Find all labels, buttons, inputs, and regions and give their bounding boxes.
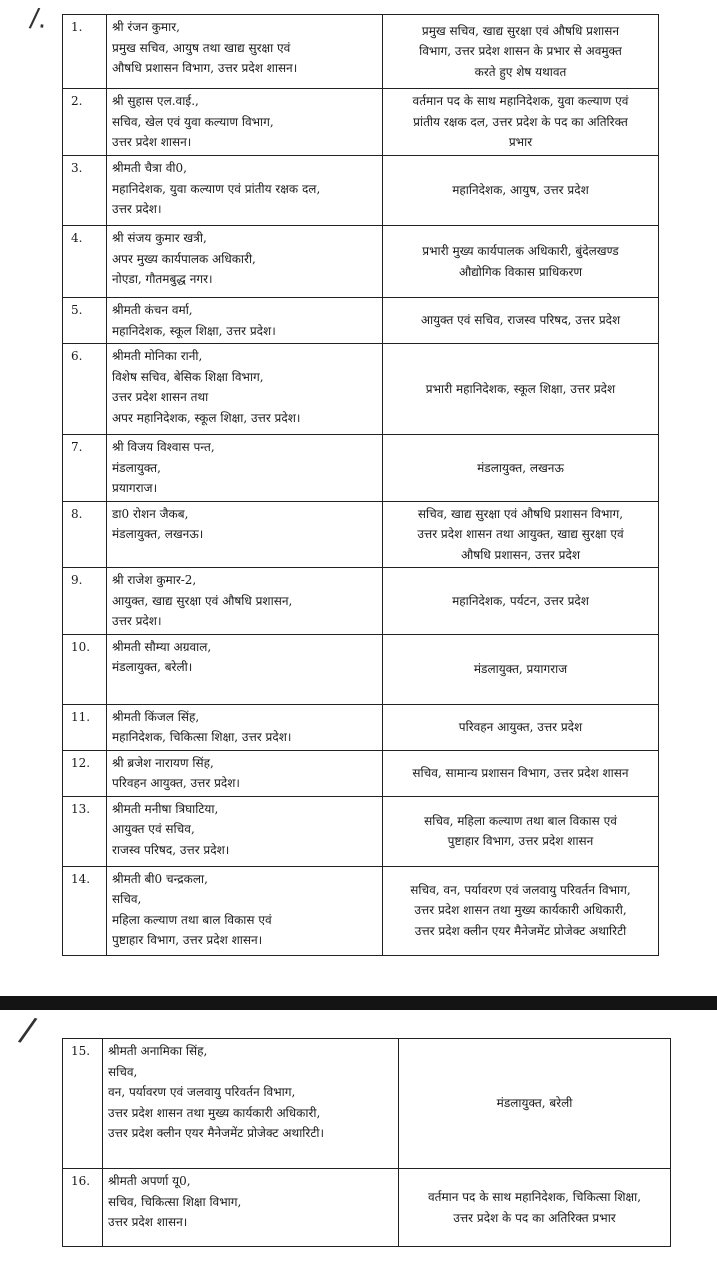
current-post-line: श्रीमती चैत्रा वी0, bbox=[112, 161, 187, 175]
new-post-cell bbox=[383, 435, 659, 502]
serial-number: 15. bbox=[71, 1044, 91, 1058]
transfer-table-page-1 bbox=[62, 14, 659, 956]
new-post-line: सचिव, खाद्य सुरक्षा एवं औषधि प्रशासन विभाग, bbox=[417, 506, 624, 521]
current-post-cell bbox=[107, 298, 383, 344]
current-post-cell bbox=[107, 501, 383, 568]
current-post-line: श्रीमती अपर्णा यू0, bbox=[108, 1174, 191, 1188]
current-post-line: उत्तर प्रदेश शासन। bbox=[112, 135, 192, 149]
table-body bbox=[63, 1039, 671, 1247]
new-post-line: महानिदेशक, आयुष, उत्तर प्रदेश bbox=[452, 183, 589, 198]
current-post-cell bbox=[107, 226, 383, 298]
page-corner-mark: / bbox=[16, 1009, 40, 1051]
current-post-cell bbox=[103, 1169, 399, 1247]
current-post-cell bbox=[107, 344, 383, 435]
new-post-cell bbox=[383, 89, 659, 156]
current-post-line: मंडलायुक्त, लखनऊ। bbox=[112, 527, 204, 541]
table-row bbox=[63, 156, 659, 226]
serial-number-cell bbox=[63, 634, 107, 704]
serial-number: 10. bbox=[71, 639, 91, 654]
current-post-line: श्री विजय विश्वास पन्त, bbox=[112, 440, 215, 454]
current-post-line: उत्तर प्रदेश। bbox=[112, 202, 162, 216]
serial-number-cell bbox=[63, 796, 107, 866]
current-post-line: मंडलायुक्त, बरेली। bbox=[112, 660, 193, 674]
table-row bbox=[63, 1039, 671, 1169]
page-separator bbox=[0, 996, 717, 1010]
current-post-line: उत्तर प्रदेश शासन तथा bbox=[112, 390, 209, 404]
serial-number-cell bbox=[63, 15, 107, 89]
new-post-line: महानिदेशक, पर्यटन, उत्तर प्रदेश bbox=[452, 593, 589, 608]
new-post-line: उत्तर प्रदेश क्लीन एयर मैनेजमेंट प्रोजेक्ट अथारिटी bbox=[414, 923, 627, 938]
new-post-line: मंडलायुक्त, बरेली bbox=[496, 1096, 573, 1111]
new-post-cell bbox=[383, 568, 659, 635]
current-post-line: वन, पर्यावरण एवं जलवायु परिवर्तन विभाग, bbox=[108, 1085, 296, 1099]
new-post-line: उत्तर प्रदेश शासन तथा मुख्य कार्यकारी अधिकारी, bbox=[414, 903, 627, 918]
current-post-line: श्रीमती मोनिका रानी, bbox=[112, 349, 203, 363]
current-post-line: डा0 रोशन जैकब, bbox=[112, 506, 189, 521]
serial-number-cell bbox=[63, 298, 107, 344]
serial-number-cell bbox=[63, 568, 107, 635]
transfer-table-page-2 bbox=[62, 1038, 671, 1247]
current-post-line: अपर महानिदेशक, स्कूल शिक्षा, उत्तर प्रदेश। bbox=[112, 410, 301, 425]
table-row bbox=[63, 1169, 671, 1247]
current-post-line: परिवहन आयुक्त, उत्तर प्रदेश। bbox=[112, 776, 240, 790]
serial-number: 5. bbox=[71, 303, 83, 317]
new-post-cell bbox=[383, 344, 659, 435]
current-post-line: उत्तर प्रदेश शासन तथा मुख्य कार्यकारी अधिकारी, bbox=[108, 1105, 321, 1120]
new-post-line: औद्योगिक विकास प्राधिकरण bbox=[458, 264, 583, 279]
new-post-line: प्रभार bbox=[508, 135, 533, 150]
serial-number-cell bbox=[63, 750, 107, 796]
serial-number: 1. bbox=[71, 20, 83, 34]
current-post-line: उत्तर प्रदेश शासन। bbox=[108, 1215, 188, 1229]
page-corner-mark: /. bbox=[27, 2, 50, 36]
current-post-line: उत्तर प्रदेश क्लीन एयर मैनेजमेंट प्रोजेक्ट अथारिटी। bbox=[108, 1126, 325, 1140]
serial-number-cell bbox=[63, 1039, 103, 1169]
current-post-cell bbox=[107, 866, 383, 955]
new-post-cell bbox=[383, 634, 659, 704]
new-post-cell bbox=[383, 15, 659, 89]
current-post-cell bbox=[107, 89, 383, 156]
new-post-line: परिवहन आयुक्त, उत्तर प्रदेश bbox=[458, 719, 583, 734]
new-post-line: प्रमुख सचिव, खाद्य सुरक्षा एवं औषधि प्रशासन bbox=[421, 23, 620, 38]
current-post-line: श्री सुहास एल.वाई., bbox=[112, 94, 199, 108]
current-post-line: आयुक्त, खाद्य सुरक्षा एवं औषधि प्रशासन, bbox=[112, 593, 293, 608]
new-post-cell bbox=[383, 866, 659, 955]
current-post-line: पुष्टाहार विभाग, उत्तर प्रदेश शासन। bbox=[112, 933, 263, 947]
current-post-line: नोएडा, गौतमबुद्ध नगर। bbox=[112, 272, 213, 286]
new-post-cell bbox=[399, 1039, 671, 1169]
new-post-line: विभाग, उत्तर प्रदेश शासन के प्रभार से अवमुक्त bbox=[419, 44, 622, 59]
current-post-line: महिला कल्याण तथा बाल विकास एवं bbox=[112, 912, 272, 927]
serial-number-cell bbox=[63, 866, 107, 955]
new-post-line: वर्तमान पद के साथ महानिदेशक, चिकित्सा शिक्षा, bbox=[427, 1190, 642, 1204]
current-post-line: सचिव, चिकित्सा शिक्षा विभाग, bbox=[108, 1194, 242, 1209]
current-post-line: सचिव, खेल एवं युवा कल्याण विभाग, bbox=[112, 114, 274, 129]
serial-number: 13. bbox=[71, 801, 91, 816]
table-row bbox=[63, 344, 659, 435]
new-post-cell bbox=[383, 226, 659, 298]
current-post-cell bbox=[107, 568, 383, 635]
table-row bbox=[63, 15, 659, 89]
new-post-cell bbox=[383, 156, 659, 226]
current-post-cell bbox=[107, 156, 383, 226]
table-row bbox=[63, 435, 659, 502]
table-body bbox=[63, 15, 659, 956]
serial-number-cell bbox=[63, 156, 107, 226]
new-post-line: उत्तर प्रदेश शासन तथा आयुक्त, खाद्य सुरक्षा एवं bbox=[417, 527, 624, 541]
current-post-line: प्रयागराज। bbox=[112, 481, 158, 495]
serial-number: 2. bbox=[71, 94, 83, 108]
serial-number-cell bbox=[63, 501, 107, 568]
new-post-line: मंडलायुक्त, प्रयागराज bbox=[473, 661, 568, 676]
current-post-cell bbox=[107, 435, 383, 502]
current-post-cell bbox=[103, 1039, 399, 1169]
serial-number: 9. bbox=[71, 573, 83, 587]
new-post-cell bbox=[383, 501, 659, 568]
current-post-line: आयुक्त एवं सचिव, bbox=[112, 822, 195, 836]
current-post-line: श्री रंजन कुमार, bbox=[112, 20, 180, 34]
serial-number: 14. bbox=[71, 871, 91, 886]
table-row bbox=[63, 796, 659, 866]
table-row bbox=[63, 568, 659, 635]
serial-number-cell bbox=[63, 435, 107, 502]
current-post-line: औषधि प्रशासन विभाग, उत्तर प्रदेश शासन। bbox=[112, 61, 298, 75]
serial-number: 6. bbox=[71, 349, 83, 363]
current-post-line: श्री संजय कुमार खत्री, bbox=[112, 231, 207, 245]
current-post-line: श्रीमती मनीषा त्रिघाटिया, bbox=[112, 801, 219, 816]
new-post-line: सचिव, महिला कल्याण तथा बाल विकास एवं bbox=[424, 813, 617, 828]
new-post-line: औषधि प्रशासन, उत्तर प्रदेश bbox=[461, 547, 580, 562]
current-post-line: श्रीमती बी0 चन्द्रकला, bbox=[112, 871, 208, 886]
new-post-line: सचिव, वन, पर्यावरण एवं जलवायु परिवर्तन विभाग, bbox=[410, 882, 631, 897]
new-post-line: प्रभारी महानिदेशक, स्कूल शिक्षा, उत्तर प्रदेश bbox=[425, 381, 616, 396]
table-row bbox=[63, 866, 659, 955]
new-post-line: करते हुए शेष यथावत bbox=[474, 64, 567, 79]
serial-number: 3. bbox=[71, 161, 83, 175]
current-post-line: सचिव, bbox=[108, 1064, 138, 1079]
serial-number: 7. bbox=[71, 440, 83, 454]
new-post-line: प्रांतीय रक्षक दल, उत्तर प्रदेश के पद का अतिरिक्त bbox=[413, 114, 628, 129]
current-post-line: श्री ब्रजेश नारायण सिंह, bbox=[112, 755, 214, 770]
serial-number: 12. bbox=[71, 755, 91, 770]
current-post-line: महानिदेशक, चिकित्सा शिक्षा, उत्तर प्रदेश। bbox=[112, 730, 292, 744]
new-post-line: पुष्टाहार विभाग, उत्तर प्रदेश शासन bbox=[447, 834, 594, 848]
current-post-line: श्रीमती कंचन वर्मा, bbox=[112, 303, 193, 317]
table-row bbox=[63, 634, 659, 704]
current-post-line: उत्तर प्रदेश। bbox=[112, 614, 162, 628]
table-row bbox=[63, 226, 659, 298]
current-post-cell bbox=[107, 704, 383, 750]
serial-number: 8. bbox=[71, 506, 83, 521]
table-row bbox=[63, 298, 659, 344]
new-post-line: प्रभारी मुख्य कार्यपालक अधिकारी, बुंदेलखण्ड bbox=[422, 244, 619, 258]
serial-number-cell bbox=[63, 226, 107, 298]
current-post-line: अपर मुख्य कार्यपालक अधिकारी, bbox=[112, 251, 256, 266]
new-post-line: मंडलायुक्त, लखनऊ bbox=[477, 460, 564, 475]
current-post-line: श्रीमती सौम्या अग्रवाल, bbox=[112, 639, 212, 654]
current-post-cell bbox=[107, 634, 383, 704]
current-post-line: विशेष सचिव, बेसिक शिक्षा विभाग, bbox=[112, 369, 264, 384]
serial-number-cell bbox=[63, 344, 107, 435]
current-post-cell bbox=[107, 15, 383, 89]
current-post-line: श्रीमती किंजल सिंह, bbox=[112, 709, 200, 724]
table-row bbox=[63, 501, 659, 568]
table-row bbox=[63, 704, 659, 750]
table-row bbox=[63, 89, 659, 156]
current-post-line: महानिदेशक, स्कूल शिक्षा, उत्तर प्रदेश। bbox=[112, 323, 276, 338]
current-post-line: राजस्व परिषद, उत्तर प्रदेश। bbox=[112, 842, 230, 857]
current-post-line: प्रमुख सचिव, आयुष तथा खाद्य सुरक्षा एवं bbox=[112, 40, 291, 55]
serial-number: 4. bbox=[71, 231, 83, 245]
new-post-cell bbox=[383, 796, 659, 866]
current-post-line: मंडलायुक्त, bbox=[112, 460, 161, 475]
table-row bbox=[63, 750, 659, 796]
current-post-line: श्री राजेश कुमार-2, bbox=[112, 573, 197, 587]
new-post-cell bbox=[383, 750, 659, 796]
current-post-line: श्रीमती अनामिका सिंह, bbox=[108, 1044, 208, 1058]
current-post-cell bbox=[107, 750, 383, 796]
new-post-line: उत्तर प्रदेश के पद का अतिरिक्त प्रभार bbox=[453, 1210, 616, 1225]
serial-number-cell bbox=[63, 1169, 103, 1247]
serial-number: 11. bbox=[71, 709, 91, 724]
new-post-line: वर्तमान पद के साथ महानिदेशक, युवा कल्याण एवं bbox=[412, 94, 629, 109]
serial-number-cell bbox=[63, 89, 107, 156]
new-post-cell bbox=[383, 704, 659, 750]
new-post-line: सचिव, सामान्य प्रशासन विभाग, उत्तर प्रदेश शासन bbox=[412, 765, 629, 780]
serial-number-cell bbox=[63, 704, 107, 750]
current-post-line: महानिदेशक, युवा कल्याण एवं प्रांतीय रक्षक दल, bbox=[112, 181, 321, 196]
new-post-cell bbox=[383, 298, 659, 344]
current-post-line: सचिव, bbox=[112, 892, 142, 906]
new-post-line: आयुक्त एवं सचिव, राजस्व परिषद, उत्तर प्रदेश bbox=[420, 313, 621, 328]
serial-number: 16. bbox=[71, 1174, 91, 1188]
new-post-cell bbox=[399, 1169, 671, 1247]
current-post-cell bbox=[107, 796, 383, 866]
